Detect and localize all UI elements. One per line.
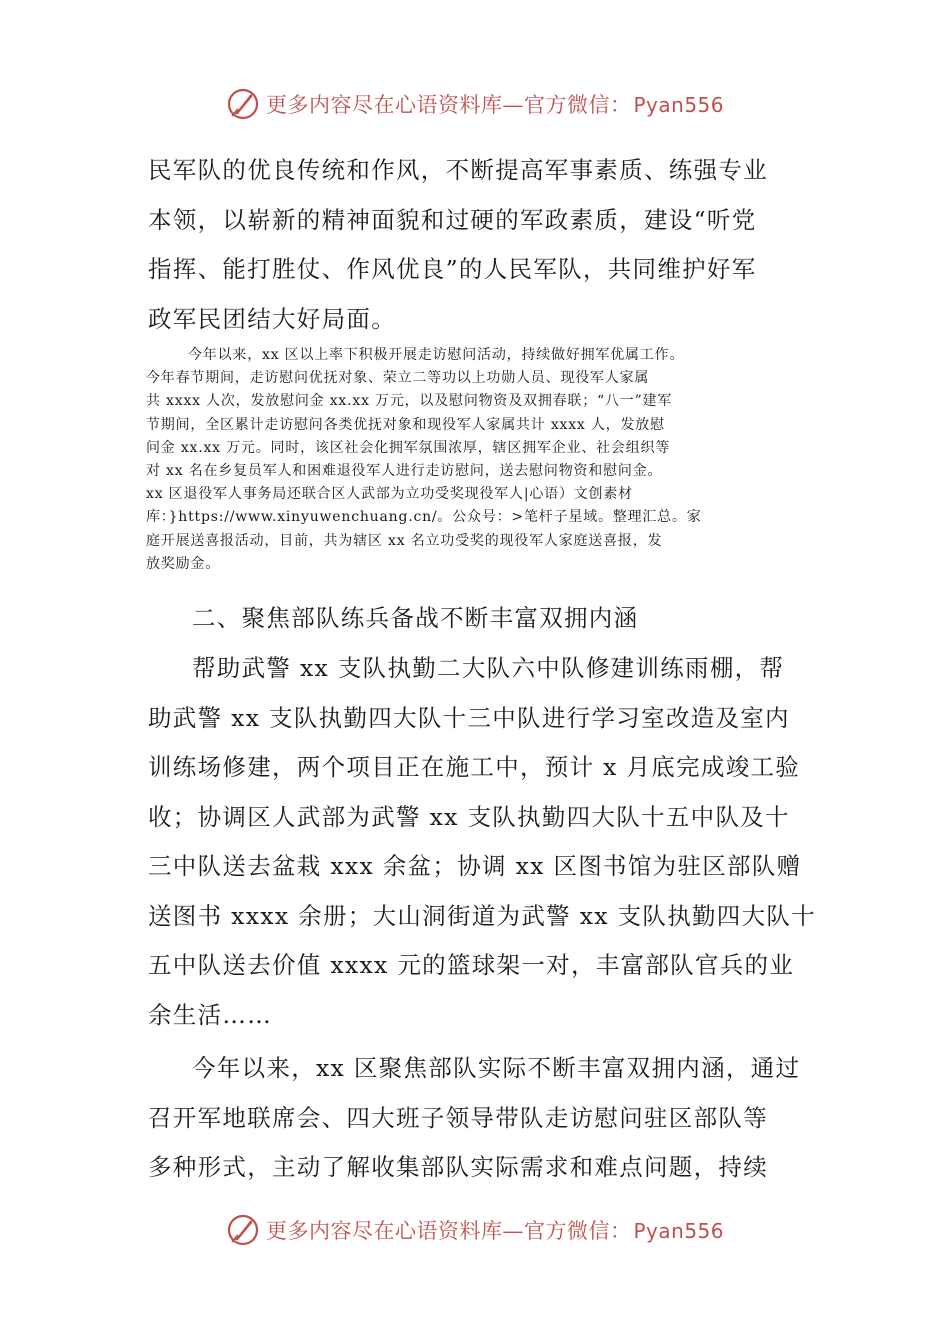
section-heading-block [148,594,808,644]
text-line: 今年以来，xx 区以上率下积极开展走访慰问活动，持续做好拥军优属工作。 [188,347,685,363]
text-line: 今年春节期间，走访慰问优抚对象、荣立二等功以上功勋人员、现役军人家属 [146,370,650,387]
quill-logo-icon [226,87,260,121]
text-line: 库：}https://www.xinyuwenchuang.cn/。公众号：>笔杆子星域。整理汇总。家 [146,509,702,526]
text-line: 指挥、能打胜仗、作风优良”的人民军队，共同维护好军 [148,255,757,283]
text-line: 三中队送去盆栽 xxx 余盆；协调 xx 区图书馆为驻区部队赠 [148,852,802,880]
top-paragraph [148,146,808,344]
text-line: 五中队送去价值 xxxx 元的篮球架一对，丰富部队官兵的业 [148,951,795,979]
text-line: 庭开展送喜报活动，目前，共为辖区 xx 名立功受奖的现役军人家庭送喜报，发 [146,532,663,549]
text-line: 政军民团结大好局面。 [148,304,396,333]
text-line: 本领，以崭新的精神面貌和过硬的军政素质，建设“听党 [148,205,757,234]
text-line: 问金 xx.xx 万元。同时，该区社会化拥军氛围浓厚，辖区拥军企业、社会组织等 [146,439,671,456]
banner-text: 更多内容尽在心语资料库—官方微信： Pyan556 [265,1219,724,1243]
text-line: 收；协调区人武部为武警 xx 支队执勤四大队十五中队及十 [148,802,790,831]
text-line: 节期间，全区累计走访慰问各类优抚对象和现役军人家属共计 xxxx 人，发放慰 [146,416,665,433]
header-banner [0,84,950,124]
footer-banner [0,1210,950,1250]
wechat-id: Pyan556 [633,93,724,117]
text-line: 召开军地联席会、四大班子领导带队走访慰问驻区部队等 [148,1103,768,1132]
text-line: 帮助武警 xx 支队执勤二大队六中队修建训练雨棚，帮 [192,654,785,682]
paragraph-3 [148,1044,808,1193]
section-heading: 二、聚焦部队练兵备战不断丰富双拥内涵 [192,604,639,632]
text-line: 训练场修建，两个项目正在施工中，预计 x 月底完成竣工验 [148,753,801,781]
text-line: 余生活…… [148,1000,272,1029]
paragraph-2 [148,644,816,1040]
banner-text: 更多内容尽在心语资料库—官方微信： Pyan556 [265,93,724,117]
text-line: 多种形式，主动了解收集部队实际需求和难点问题，持续 [148,1153,768,1181]
quill-logo-icon [226,1213,260,1247]
text-line: xx 区退役军人事务局还联合区人武部为立功受奖现役军人|心语）文创素材 [146,486,633,503]
wechat-id: Pyan556 [633,1219,724,1243]
text-line: 放奖励金。 [146,555,220,572]
text-line: 对 xx 名在乡复员军人和困难退役军人进行走访慰问，送去慰问物资和慰问金。 [146,462,663,479]
text-line: 今年以来，xx 区聚焦部队实际不断丰富双拥内涵，通过 [192,1054,801,1082]
text-line: 助武警 xx 支队执勤四大队十三中队进行学习室改造及室内 [148,703,790,732]
small-paragraph [146,344,812,576]
text-line: 共 xxxx 人次，发放慰问金 xx.xx 万元，以及慰问物资及双拥春联；“八一”建军 [146,393,673,410]
text-line: 送图书 xxxx 余册；大山洞街道为武警 xx 支队执勤四大队十 [148,901,816,930]
text-line: 民军队的优良传统和作风，不断提高军事素质、练强专业 [148,156,768,184]
